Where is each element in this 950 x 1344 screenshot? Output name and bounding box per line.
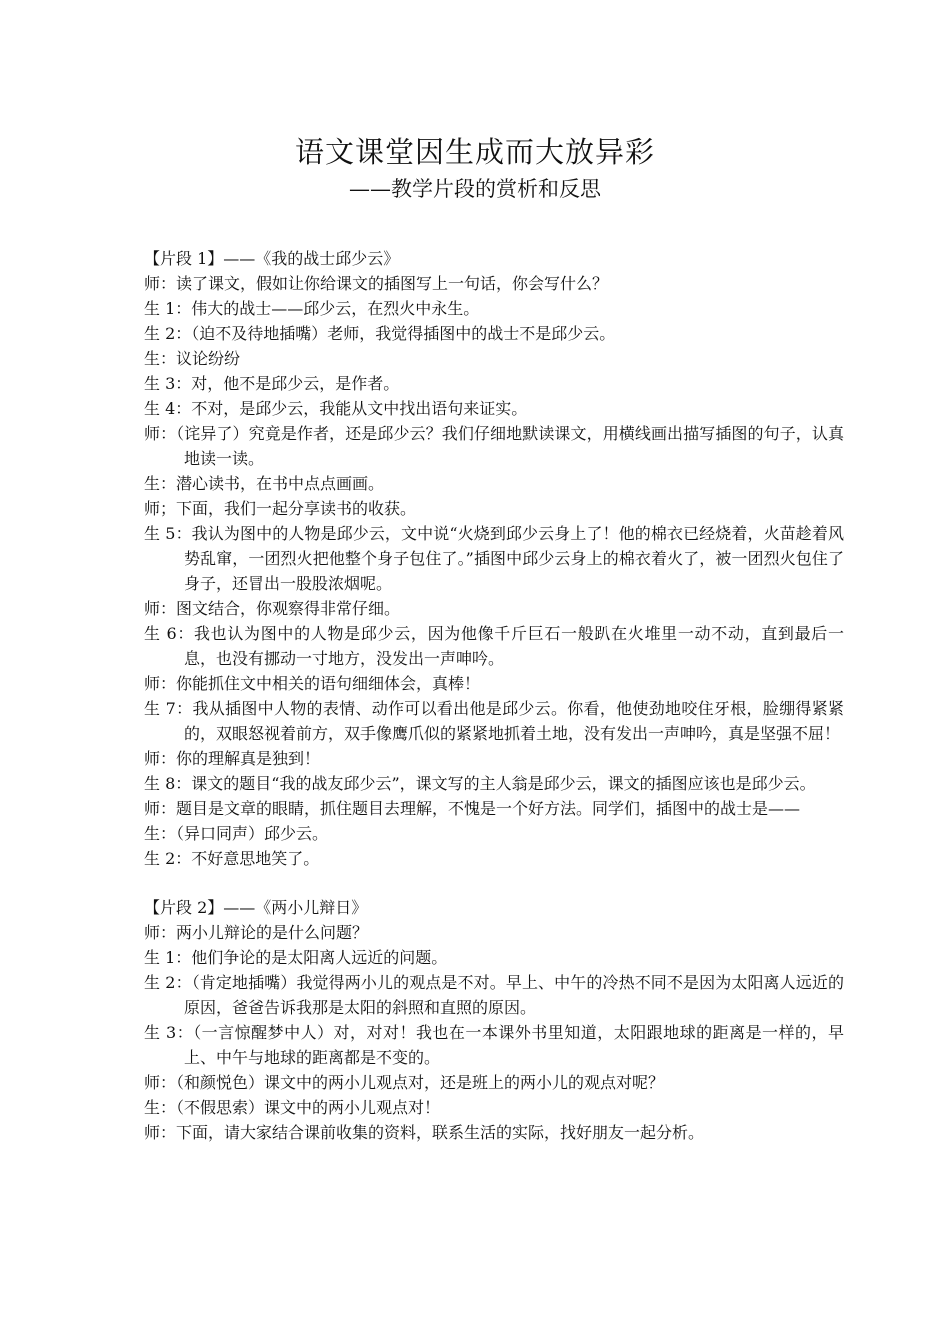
- section-2: [144, 895, 844, 1145]
- dialogue-line: 生 2：（肯定地插嘴）我觉得两小儿的观点是不对。早上、中午的冷热不同不是因为太阳离人远近的原因，爸爸告诉我那是太阳的斜照和直照的原因。: [144, 973, 844, 1017]
- section-1: [144, 246, 844, 871]
- dialogue-line: 生 1：他们争论的是太阳离人远近的问题。: [144, 948, 448, 967]
- document-title: 语文课堂因生成而大放异彩: [294, 135, 655, 169]
- dialogue-line: 生 2：不好意思地笑了。: [144, 849, 320, 868]
- dialogue-line: 师：读了课文，假如让你给课文的插图写上一句话，你会写什么？: [144, 274, 609, 293]
- dialogue-line: 生 3：对，他不是邱少云，是作者。: [144, 374, 400, 393]
- dialogue-line: 师：你的理解真是独到！: [144, 749, 321, 768]
- dialogue-line: 生 4：不对，是邱少云，我能从文中找出语句来证实。: [144, 399, 528, 418]
- dialogue-line: 师；下面，我们一起分享读书的收获。: [144, 499, 417, 518]
- dialogue-line: 生 8：课文的题目“我的战友邱少云”，课文写的主人翁是邱少云，课文的插图应该也是邱少云。: [144, 774, 816, 793]
- dialogue-line: 生 1：伟大的战士——邱少云，在烈火中永生。: [144, 299, 480, 318]
- dialogue-line: 生：（异口同声）邱少云。: [144, 824, 329, 843]
- dialogue-line: 生：议论纷纷: [144, 349, 241, 368]
- dialogue-line: 师：图文结合，你观察得非常仔细。: [144, 599, 401, 618]
- dialogue-line: 师：两小儿辩论的是什么问题？: [144, 923, 369, 942]
- section-gap: [144, 871, 844, 895]
- dialogue-line: 生：（不假思索）课文中的两小儿观点对！: [144, 1098, 441, 1117]
- document-body: [144, 246, 844, 1145]
- dialogue-line: 师：你能抓住文中相关的语句细细体会，真棒！: [144, 674, 481, 693]
- dialogue-line: 师：下面，请大家结合课前收集的资料，联系生活的实际，找好朋友一起分析。: [144, 1123, 705, 1142]
- dialogue-line: 生 2：（迫不及待地插嘴）老师，我觉得插图中的战士不是邱少云。: [144, 324, 616, 343]
- dialogue-line: 生 7：我从插图中人物的表情、动作可以看出他是邱少云。你看，他使劲地咬住牙根，脸绷得紧紧的，双眼怒视着前方，双手像鹰爪似的紧紧地抓着土地，没有发出一声呻吟，真是坚强不屈！: [144, 699, 844, 743]
- dialogue-line: 师：（诧异了）究竟是作者，还是邱少云？我们仔细地默读课文，用横线画出描写插图的句子，认真地读一读。: [144, 424, 844, 468]
- dialogue-line: 生：潜心读书，在书中点点画画。: [144, 474, 385, 493]
- dialogue-line: 生 3：（一言惊醒梦中人）对，对对！我也在一本课外书里知道，太阳跟地球的距离是一样的，早上、中午与地球的距离都是不变的。: [144, 1023, 844, 1067]
- section-heading: 【片段 1】——《我的战士邱少云》: [144, 249, 400, 268]
- dialogue-line: 生 5：我认为图中的人物是邱少云，文中说“火烧到邱少云身上了！他的棉衣已经烧着，火苗趁着风势乱窜，一团烈火把他整个身子包住了。”插图中邱少云身上的棉衣着火了，被一团烈火包住了身子，还冒出一股股浓烟呢。: [144, 524, 844, 593]
- document-subtitle: ——教学片段的赏析和反思: [349, 177, 601, 201]
- dialogue-line: 师：（和颜悦色）课文中的两小儿观点对，还是班上的两小儿的观点对呢？: [144, 1073, 665, 1092]
- dialogue-line: 生 6：我也认为图中的人物是邱少云，因为他像千斤巨石一般趴在火堆里一动不动，直到最后一息，也没有挪动一寸地方，没发出一声呻吟。: [144, 624, 844, 668]
- dialogue-line: 师：题目是文章的眼睛，抓住题目去理解，不愧是一个好方法。同学们，插图中的战士是——: [144, 799, 801, 818]
- section-heading: 【片段 2】——《两小儿辩日》: [144, 898, 368, 917]
